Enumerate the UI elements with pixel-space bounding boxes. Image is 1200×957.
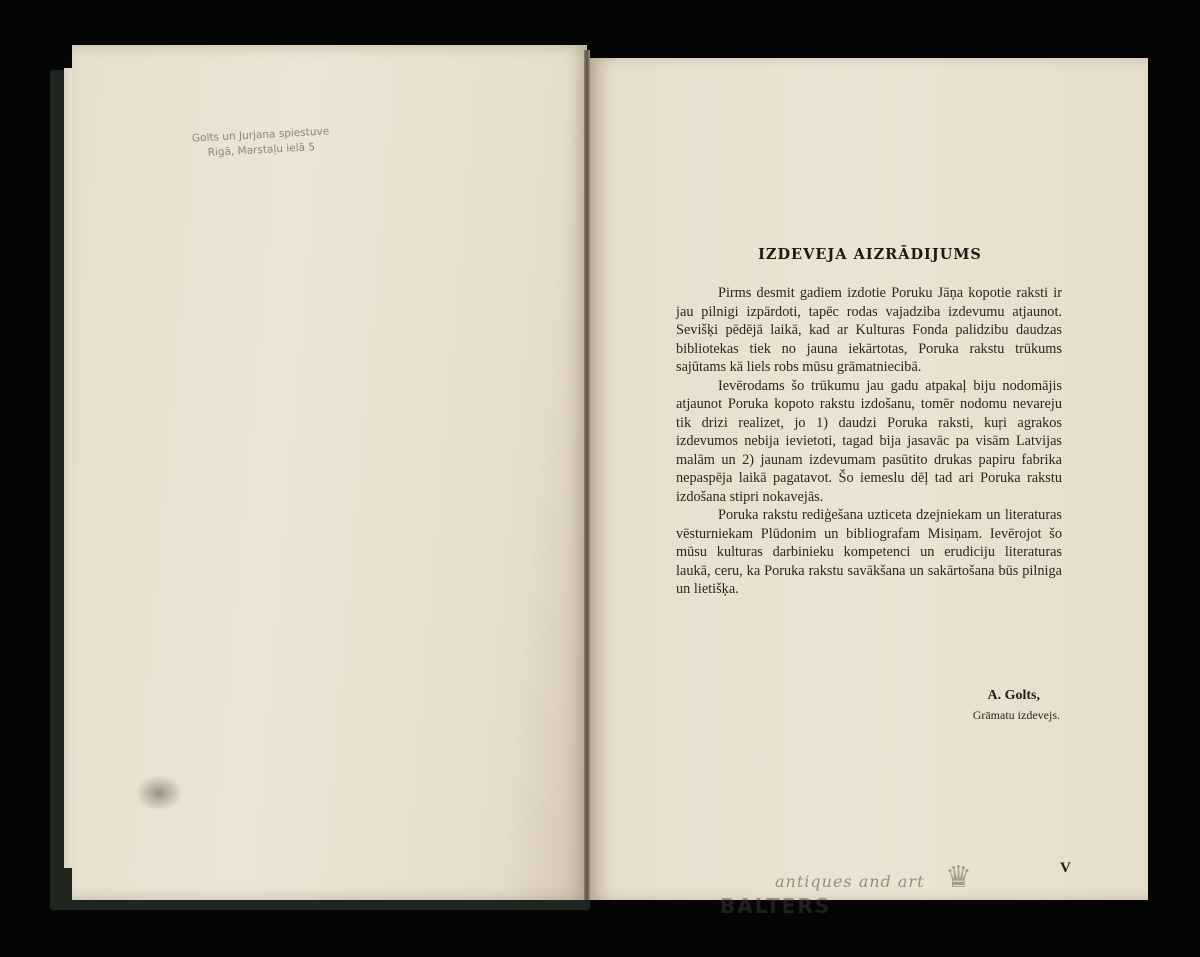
foreword-text bbox=[676, 284, 1062, 599]
crown-icon: ♛ bbox=[945, 860, 972, 895]
stamp-line-1: Golts un Jurjana spiestuve bbox=[191, 125, 330, 145]
paragraph-2: Ievērodams šo trūkumu jau gadu atpakaļ biju nodomājis atjaunot Poruka kopoto rakstu izdošanu, tomēr nodomu nevareju tik drizi realizet, jo 1) daudzi Poruka raksti, kuŗi agrakos izdevumos nebija ievietoti, tagad bija jasavāc pa visām Latvijas malām un 2) jaunam izdevumam pasūtito drukas papiru fabrika nepaspēja laikā pagatavot. Šo iemeslu dēļ tad ari Poruka rakstu izdošana stipri nokavejās. bbox=[676, 377, 1062, 505]
ink-smudge bbox=[135, 775, 183, 811]
stamp-line-2: Rigā, Marstaļu ielā 5 bbox=[207, 141, 316, 159]
paragraph-1: Pirms desmit gadiem izdotie Poruku Jāņa kopotie raksti ir jau pilnigi izpārdoti, tapēc rodas vajadziba izdevumu atjaunot. Sevišķi pēdējā laikā, kad ar Kulturas Fonda palidzibu daudzas bibliotekas tiek no jauna iekārtotas, Poruka rakstu trūkums sajūtams kā liels robs mūsu grāmatniecibā. bbox=[676, 285, 1062, 375]
paragraph-3: Poruka rakstu rediģešana uzticeta dzejniekam un literaturas vēsturniekam Plūdonim un bibliografam Misiņam. Ievērojot šo mūsu kulturas darbinieku kompetenci un erudiciju literaturas laukā, ceru, ka Poruka rakstu savākšana un sakārtošana būs pilniga un lietišķa. bbox=[676, 507, 1062, 597]
left-page bbox=[72, 45, 587, 900]
watermark-brand: BALTERS bbox=[720, 894, 832, 918]
signature-name: A. Golts, bbox=[987, 688, 1040, 703]
signature-role: Grāmatu izdevejs. bbox=[972, 708, 1060, 722]
page-number: V bbox=[1060, 860, 1071, 876]
watermark-text: antiques and art bbox=[775, 872, 925, 891]
page-heading: IZDEVEJA AIZRĀDIJUMS bbox=[758, 246, 982, 263]
book-gutter bbox=[584, 50, 590, 900]
